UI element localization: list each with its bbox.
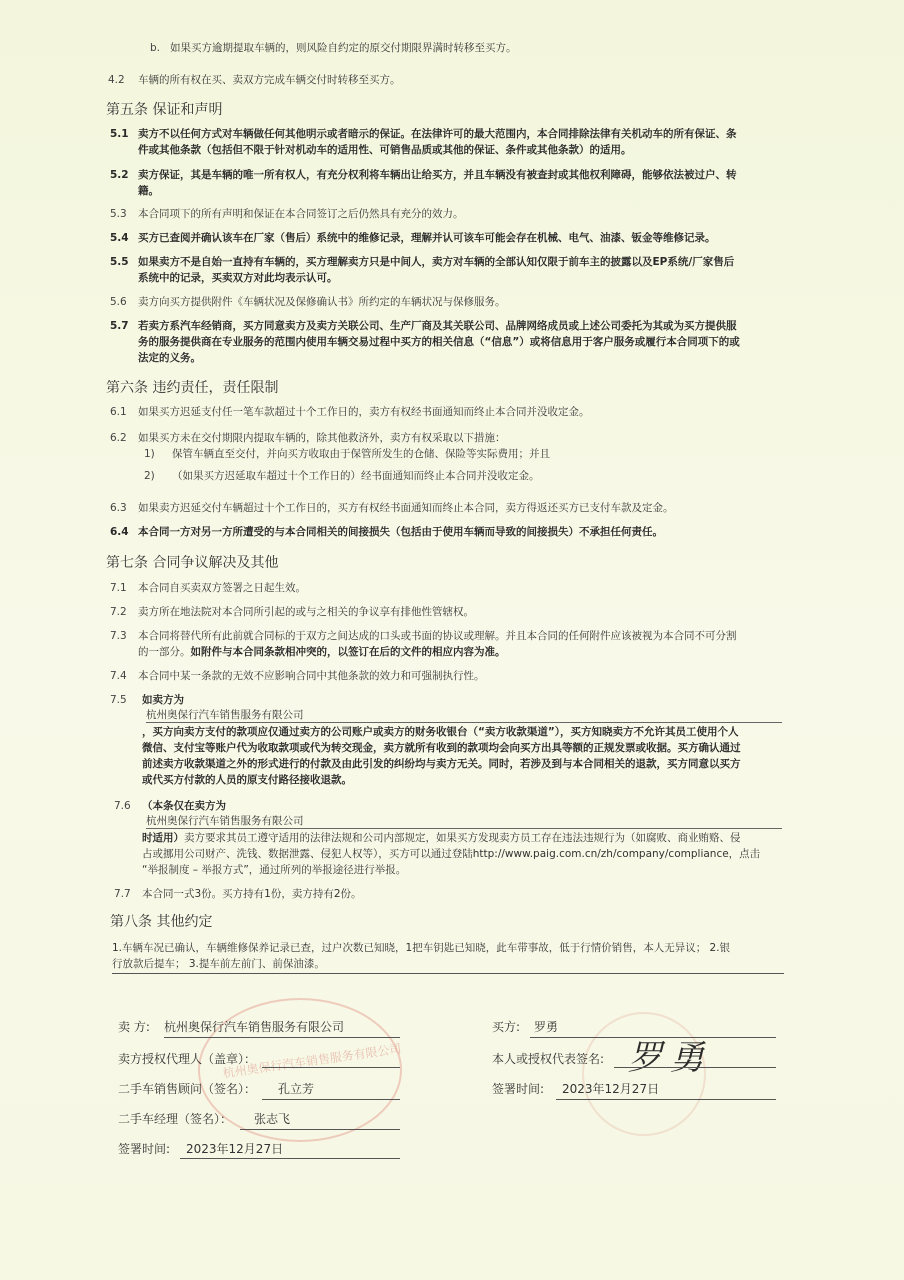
clause-7-5-number: 7.5 <box>110 694 127 706</box>
clause-5-7-line3: 法定的义务。 <box>138 352 201 364</box>
clause-5-3-text: 本合同项下的所有声明和保证在本合同签订之后仍然具有充分的效力。 <box>138 208 464 220</box>
seller-label: 卖 方: <box>118 1020 150 1034</box>
clause-5-4-text: 买方已查阅并确认该车在厂家（售后）系统中的维修记录，理解并认可该车可能会存在机械、电气、油漆、钣金等维修记录。 <box>138 232 716 244</box>
clause-5-3-number: 5.3 <box>110 208 127 220</box>
clause-7-6-line3: “举报制度 – 举报方式”，通过所列的举报途径进行举报。 <box>142 864 407 876</box>
consultant-label: 二手车销售顾问（签名）： <box>118 1082 257 1096</box>
clause-6-3-text: 如果卖方迟延交付车辆超过十个工作日的，买方有权经书面通知而终止本合同，卖方得返还买方已支付车款及定金。 <box>138 502 674 514</box>
seller-date-value: 2023年12月27日 <box>186 1142 284 1156</box>
clause-7-3-line1: 本合同将替代所有此前就合同标的于双方之间达成的口头或书面的协议或理解。并且本合同的任何附件应该被视为本合同不可分割 <box>138 630 737 642</box>
clause-7-7-text: 本合同一式3份。买方持有1份，卖方持有2份。 <box>142 888 362 900</box>
manager-line <box>240 1128 400 1130</box>
buyer-date-line <box>556 1098 776 1100</box>
clause-6-2-item1-text: 保管车辆直至交付，并向买方收取由于保管所发生的仓储、保险等实际费用；并且 <box>172 448 550 460</box>
clause-7-4-number: 7.4 <box>110 670 127 682</box>
clause-7-5-line4: 或代买方付款的人员的原支付路径接收退款。 <box>142 774 352 786</box>
seller-date-label: 签署时间: <box>118 1142 171 1156</box>
clause-5-1-line1: 卖方不以任何方式对车辆做任何其他明示或者暗示的保证。在法律许可的最大范围内，本合同排除法律有关机动车的所有保证、条 <box>138 128 737 140</box>
clause-7-2-text: 卖方所在地法院对本合同所引起的或与之相关的争议享有排他性管辖权。 <box>138 606 474 618</box>
clause-6-1-number: 6.1 <box>110 406 127 418</box>
buyer-handwritten-signature: 罗勇 <box>628 1038 712 1078</box>
buyer-date-label: 签署时间: <box>492 1082 545 1096</box>
clause-5-7-line1: 若卖方系汽车经销商，买方同意卖方及卖方关联公司、生产厂商及其关联公司、品牌网络成员或上述公司委托为其或为买方提供服 <box>138 320 737 332</box>
clause-7-6-line1-bold: 时适用） <box>142 832 184 844</box>
buyer-value: 罗勇 <box>534 1020 559 1034</box>
clause-5-1-line2: 件或其他条款（包括但不限于针对机动车的适用性、可销售品质或其他的保证、条件或其他条款）的适用。 <box>138 144 632 156</box>
clause-7-5-company-field <box>146 708 782 723</box>
section-6-heading: 第六条 违约责任，责任限制 <box>106 380 279 396</box>
clause-7-6-lead: （本条仅在卖方为 <box>142 800 226 812</box>
buyer-label: 买方: <box>492 1020 521 1034</box>
buyer-rep-label: 本人或授权代表签名: <box>492 1052 605 1066</box>
clause-7-3-line2-bold: 如附件与本合同条款相冲突的，以签订在后的文件的相应内容为准。 <box>190 646 506 658</box>
other-terms-line1: 1.车辆车况已确认，车辆维修保养记录已查，过户次数已知晓，1把车钥匙已知晓，此车带事故，低于行情价销售，本人无异议； 2.银 <box>112 942 731 954</box>
clause-5-6-text: 卖方向买方提供附件《车辆状况及保修确认书》所约定的车辆状况与保修服务。 <box>138 296 506 308</box>
clause-7-7-number: 7.7 <box>114 888 131 900</box>
clause-7-6-line2: 占或挪用公司财产、洗钱、数据泄露、侵犯人权等），买方可以通过登陆http://www.paig.com.cn/zh/company/compliance，点击 <box>142 848 761 860</box>
clause-5-2-number: 5.2 <box>110 169 129 181</box>
company-seal-text: 杭州奥保行汽车销售服务有限公司 <box>221 1041 403 1081</box>
clause-4-2-text: 车辆的所有权在买、卖双方完成车辆交付时转移至买方。 <box>138 74 401 86</box>
clause-6-1-text: 如果买方迟延支付任一笔车款超过十个工作日的，卖方有权经书面通知而终止本合同并没收定金。 <box>138 406 590 418</box>
clause-7-3-number: 7.3 <box>110 630 127 642</box>
clause-6-4-text: 本合同一方对另一方所遭受的与本合同相关的间接损失（包括由于使用车辆而导致的间接损失）不承担任何责任。 <box>138 526 663 538</box>
clause-4-2-number: 4.2 <box>108 74 125 86</box>
clause-5-1-number: 5.1 <box>110 128 129 140</box>
clause-7-6-company: 杭州奥保行汽车销售服务有限公司 <box>146 815 304 827</box>
clause-5-7-number: 5.7 <box>110 320 129 332</box>
consultant-value: 孔立芳 <box>278 1082 315 1096</box>
clause-7-5-lead: 如卖方为 <box>142 694 184 706</box>
seller-line <box>164 1036 400 1038</box>
other-terms-line2: 行放款后提车； 3.提车前左前门、前保油漆。 <box>112 958 325 970</box>
clause-6-3-number: 6.3 <box>110 502 127 514</box>
clause-7-6-line1-normal: 卖方要求其员工遵守适用的法律法规和公司内部规定，如果买方发现卖方员工存在违法违规行为（如腐败、商业贿赂、侵 <box>184 832 741 844</box>
clause-7-2-number: 7.2 <box>110 606 127 618</box>
clause-5-5-number: 5.5 <box>110 256 129 268</box>
clause-6-2-item2-text: （如果买方迟延取车超过十个工作日的）经书面通知而终止本合同并没收定金。 <box>172 470 540 482</box>
clause-6-2-number: 6.2 <box>110 432 127 444</box>
clause-6-2-item2-number: 2) <box>144 470 155 482</box>
buyer-date-value: 2023年12月27日 <box>562 1082 660 1096</box>
clause-5-2-line1: 卖方保证，其是车辆的唯一所有权人，有充分权利将车辆出让给买方，并且车辆没有被查封或其他权利障碍，能够依法被过户、转 <box>138 169 737 181</box>
clause-7-4-text: 本合同中某一条款的无效不应影响合同中其他条款的效力和可强制执行性。 <box>138 670 485 682</box>
clause-6-4-number: 6.4 <box>110 526 129 538</box>
seller-agent-label: 卖方授权代理人（盖章）： <box>118 1052 257 1066</box>
clause-7-6-company-field <box>146 814 782 829</box>
clause-5-7-line2: 务的服务提供商在专业服务的范围内使用车辆交易过程中买方的相关信息（“信息”）或将信息用于客户服务或履行本合同项下的或 <box>138 336 740 348</box>
section-5-heading: 第五条 保证和声明 <box>106 102 223 118</box>
manager-value: 张志飞 <box>254 1112 291 1126</box>
other-terms-underline <box>112 972 784 974</box>
item-b-text: 如果买方逾期提取车辆的，则风险自约定的原交付期限界满时转移至买方。 <box>170 42 517 54</box>
section-7-heading: 第七条 合同争议解决及其他 <box>106 555 279 571</box>
consultant-line <box>262 1098 400 1100</box>
clause-7-5-line3: 前述卖方收款渠道之外的形式进行的付款及由此引发的纠纷均与卖方无关。同时，若涉及到与本合同相关的退款，买方同意以买方 <box>142 758 741 770</box>
clause-7-5-line1: ，买方向卖方支付的款项应仅通过卖方的公司账户或卖方的财务收银台（“卖方收款渠道”），买方知晓卖方不允许其员工使用个人 <box>142 726 739 738</box>
clause-7-5-company: 杭州奥保行汽车销售服务有限公司 <box>146 709 304 721</box>
seller-agent-line <box>262 1066 400 1068</box>
clause-5-2-line2: 籍。 <box>138 185 159 197</box>
clause-5-5-line2: 系统中的记录，买卖双方对此均表示认可。 <box>138 272 338 284</box>
clause-7-6-line1 <box>142 830 741 847</box>
clause-7-5-line2: 微信、支付宝等账户代为收取款项或代为转交现金，卖方就所有收到的款项均会向买方出具等额的正规发票或收据。买方确认通过 <box>142 742 741 754</box>
buyer-rep-line <box>614 1066 776 1068</box>
clause-6-2-text: 如果买方未在交付期限内提取车辆的，除其他救济外，卖方有权采取以下措施： <box>138 432 506 444</box>
clause-7-3-line2 <box>138 644 506 661</box>
clause-7-1-text: 本合同自买卖双方签署之日起生效。 <box>138 582 306 594</box>
clause-5-5-line1: 如果卖方不是自始一直持有车辆的，买方理解卖方只是中间人，卖方对车辆的全部认知仅限于前车主的披露以及EP系统/厂家售后 <box>138 256 735 268</box>
clause-6-2-item1-number: 1) <box>144 448 155 460</box>
clause-7-3-line2-normal: 的一部分。 <box>138 646 191 658</box>
manager-label: 二手车经理（签名）： <box>118 1112 233 1126</box>
seller-date-line <box>180 1157 400 1159</box>
section-8-heading: 第八条 其他约定 <box>110 914 213 930</box>
seller-value: 杭州奥保行汽车销售服务有限公司 <box>164 1020 345 1034</box>
item-b-number: b. <box>150 42 161 54</box>
clause-5-6-number: 5.6 <box>110 296 127 308</box>
clause-7-6-number: 7.6 <box>114 800 131 812</box>
clause-7-1-number: 7.1 <box>110 582 127 594</box>
clause-5-4-number: 5.4 <box>110 232 129 244</box>
